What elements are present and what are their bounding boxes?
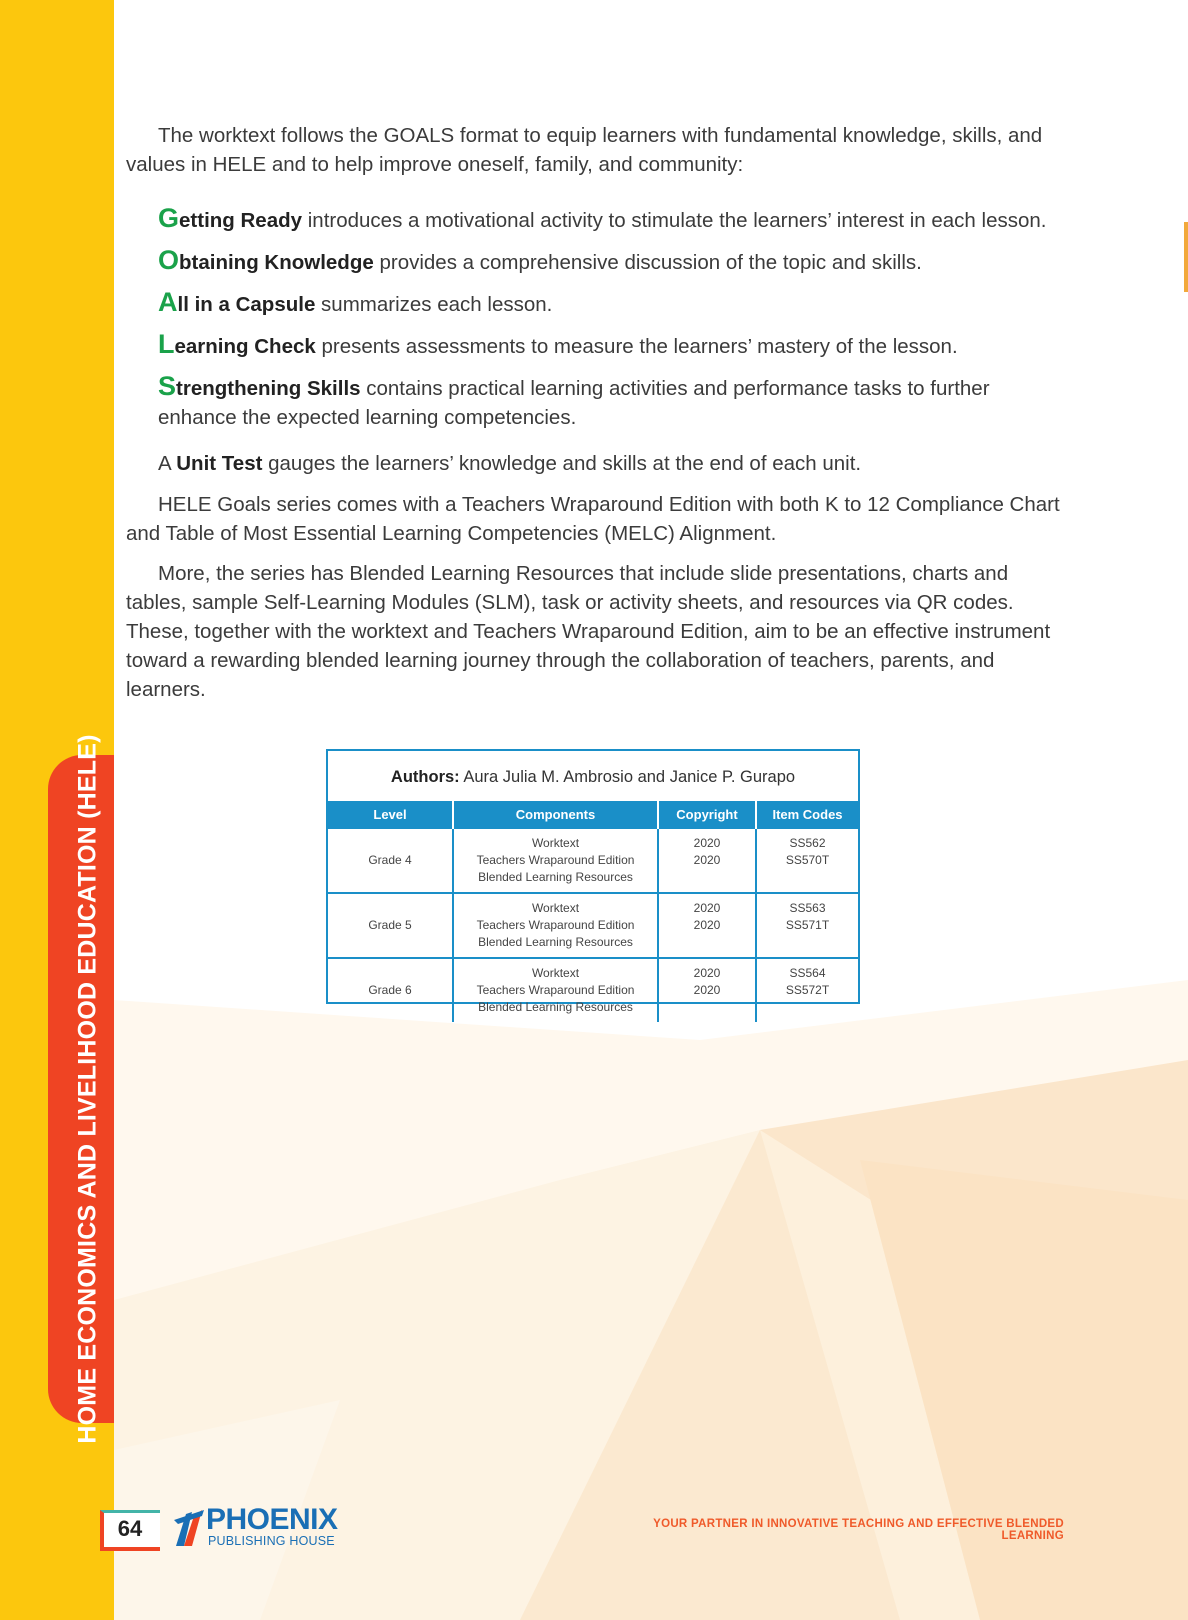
- table-row: [328, 828, 858, 893]
- table-row: [328, 893, 858, 958]
- goal-title: earning Check: [174, 335, 316, 358]
- table-row: [328, 958, 858, 1022]
- cell-components: [453, 958, 658, 1022]
- goal-desc: contains practical learning activities and performance tasks to further enhance the expected learning competencies.: [158, 377, 990, 429]
- component: Teachers Wraparound Edition: [476, 983, 635, 997]
- authors-names: Aura Julia M. Ambrosio and Janice P. Gurapo: [459, 768, 796, 786]
- goal-letter: G: [158, 203, 180, 233]
- cell-item-codes: [756, 893, 858, 958]
- item-code: SS571T: [785, 918, 830, 932]
- table-header-row: [328, 801, 858, 828]
- goal-desc: summarizes each lesson.: [315, 293, 553, 316]
- goal-letter: L: [158, 329, 175, 359]
- copyright-year: 2020: [693, 836, 721, 850]
- copyright-year: 2020: [693, 966, 721, 980]
- cell-copyright: [658, 828, 756, 893]
- cell-components: [453, 828, 658, 893]
- footer-tagline: YOUR PARTNER IN INNOVATIVE TEACHING AND EFFECTIVE BLENDED LEARNING: [653, 1518, 1064, 1542]
- goal-desc: presents assessments to measure the learners’ mastery of the lesson.: [315, 335, 958, 358]
- intro-text: The worktext follows the GOALS format to equip learners with fundamental knowledge, skills, and values in HELE and to help improve oneself, family, and community:: [126, 124, 1043, 176]
- resources-text: More, the series has Blended Learning Resources that include slide presentations, charts and tables, sample Self-Learning Modules (SLM), task or activity sheets, and resources via QR codes. These, together with the worktext and Teachers Wraparound Edition, aim to be an effective instrument toward a rewarding blended learning journey through the collaboration of teachers, parents, and learners.: [126, 562, 1051, 701]
- header-level: Level: [328, 801, 453, 828]
- component: Blended Learning Resources: [478, 870, 633, 884]
- item-code: SS572T: [785, 983, 830, 997]
- goal-item: [158, 246, 1068, 277]
- item-code: SS570T: [785, 853, 830, 867]
- unit-test-bold: Unit Test: [176, 452, 263, 475]
- phoenix-bird-icon: [172, 1506, 206, 1550]
- item-code: SS564: [789, 966, 826, 980]
- unit-test-prefix: A: [158, 452, 177, 475]
- teachers-paragraph: [126, 490, 1066, 548]
- intro-paragraph: [126, 121, 1066, 179]
- component: Teachers Wraparound Edition: [476, 918, 635, 932]
- goal-letter: O: [158, 245, 180, 275]
- component: Teachers Wraparound Edition: [476, 853, 635, 867]
- goal-desc: introduces a motivational activity to stimulate the learners’ interest in each lesson.: [302, 209, 1047, 232]
- goal-title: btaining Knowledge: [179, 251, 374, 274]
- goal-item: [158, 372, 1068, 432]
- cell-copyright: [658, 958, 756, 1022]
- copyright-year: 2020: [693, 901, 721, 915]
- unit-test-rest: gauges the learners’ knowledge and skills at the end of each unit.: [262, 452, 862, 475]
- goal-desc: provides a comprehensive discussion of the topic and skills.: [373, 251, 922, 274]
- page-number: 64: [117, 1516, 143, 1541]
- header-copyright: Copyright: [658, 801, 756, 828]
- cell-item-codes: [756, 828, 858, 893]
- authors-line: [328, 751, 858, 801]
- header-item-codes: Item Codes: [756, 801, 858, 828]
- product-table: [328, 801, 858, 1022]
- goal-title: trengthening Skills: [176, 377, 361, 400]
- item-code: SS563: [789, 901, 826, 915]
- cell-copyright: [658, 893, 756, 958]
- header-components: Components: [453, 801, 658, 828]
- goal-item: [158, 288, 1068, 319]
- component: Worktext: [531, 901, 580, 915]
- cell-level: Grade 5: [328, 893, 453, 958]
- component: Worktext: [531, 836, 580, 850]
- authors-label: Authors:: [390, 768, 460, 786]
- resources-paragraph: [126, 559, 1066, 704]
- goal-letter: S: [158, 371, 177, 401]
- unit-test-paragraph: [158, 449, 1068, 478]
- copyright-year: 2020: [693, 853, 721, 867]
- component: Blended Learning Resources: [478, 1000, 633, 1014]
- item-code: SS562: [789, 836, 826, 850]
- goal-letter: A: [158, 287, 178, 317]
- teachers-text: HELE Goals series comes with a Teachers Wraparound Edition with both K to 12 Compliance Chart and Table of Most Essential Learning Competencies (MELC) Alignment.: [126, 493, 1060, 545]
- cell-item-codes: [756, 958, 858, 1022]
- cell-level: Grade 4: [328, 828, 453, 893]
- cell-level: Grade 6: [328, 958, 453, 1022]
- goal-item: [158, 330, 1068, 361]
- publisher-logo: [172, 1503, 342, 1550]
- side-label: HOME ECONOMICS AND LIVELIHOOD EDUCATION (HELE): [73, 734, 102, 1444]
- goal-item: [158, 204, 1068, 235]
- cell-components: [453, 893, 658, 958]
- logo-subtitle: PUBLISHING HOUSE: [208, 1534, 335, 1548]
- copyright-year: 2020: [693, 983, 721, 997]
- product-table-card: [326, 749, 860, 1014]
- copyright-year: 2020: [693, 918, 721, 932]
- logo-name: PHOENIX: [206, 1503, 338, 1536]
- component: Blended Learning Resources: [478, 935, 633, 949]
- goal-title: ll in a Capsule: [177, 293, 316, 316]
- goal-title: etting Ready: [179, 209, 303, 232]
- component: Worktext: [531, 966, 580, 980]
